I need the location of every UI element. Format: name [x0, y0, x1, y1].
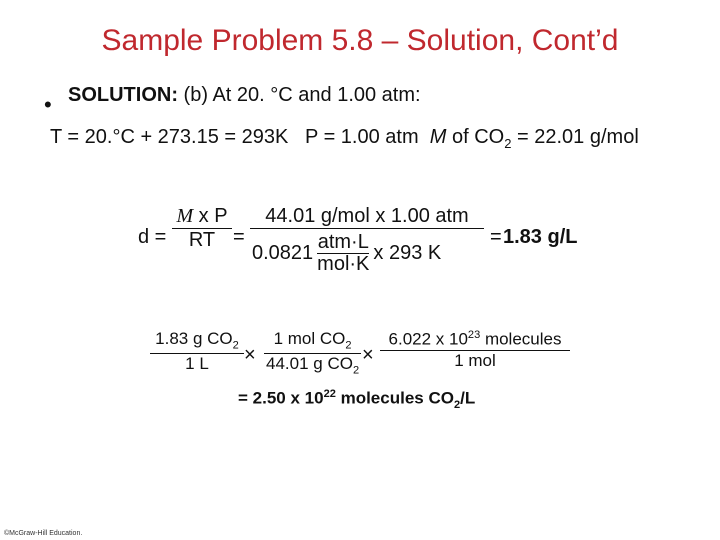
fraction-2-den-value: 0.0821: [252, 242, 314, 264]
density-fraction-2: [250, 206, 484, 275]
fraction-a-denominator: 1 L: [150, 353, 244, 373]
molar-mass-symbol: M: [429, 126, 447, 148]
solution-label: SOLUTION:: [68, 84, 178, 106]
fraction-1-denominator: RT: [172, 228, 232, 251]
molar-mass-post: = 22.01 g/mol: [511, 126, 639, 148]
molar-mass-symbol-2: M: [176, 205, 194, 227]
fraction-c-num-pre: 6.022 x 10: [388, 329, 468, 349]
fraction-2-numerator: 44.01 g/mol x 1.00 atm: [265, 205, 469, 227]
solution-heading: [68, 84, 421, 107]
fraction-2-den-temp: x 293 K: [373, 242, 442, 264]
result-post: /L: [460, 388, 476, 408]
slide-title: Sample Problem 5.8 – Solution, Cont’d: [101, 24, 619, 57]
pressure-text: P = 1.00 atm: [305, 126, 419, 148]
fraction-2-denominator: [250, 228, 484, 275]
molecules-fraction-b: [264, 330, 361, 377]
fraction-b-num-text: 1 mol CO: [273, 329, 346, 348]
molar-mass-pre: of CO: [446, 126, 505, 148]
fraction-b-denominator: [264, 353, 361, 377]
molecules-fraction-c: [380, 330, 570, 369]
density-equals-2: =: [233, 226, 245, 248]
fraction-b-numerator: [272, 330, 354, 353]
fraction-c-denominator: 1 mol: [380, 350, 570, 370]
fraction-c-num-sup: 23: [467, 329, 481, 341]
result-pre: = 2.50 x 10: [238, 388, 324, 408]
density-result: 1.83 g/L: [503, 226, 578, 248]
density-equals-3: =: [490, 226, 502, 248]
result-sup: 22: [323, 388, 336, 400]
fraction-b-num-sub: 2: [345, 339, 352, 352]
fraction-a-numerator: [153, 330, 241, 353]
multiply-sign-1: ×: [244, 344, 256, 366]
units-numerator: atm·L: [317, 231, 369, 253]
temperature-text: T = 20.°C + 273.15 = 293K: [50, 126, 289, 148]
fraction-b-den-text: 44.01 g CO: [266, 353, 353, 373]
fraction-b-den-sub: 2: [352, 364, 360, 377]
conditions-line: [50, 126, 639, 151]
gas-constant-units: [317, 232, 369, 275]
multiply-sign-2: ×: [362, 344, 374, 366]
fraction-c-num-post: molecules: [480, 329, 562, 349]
molecules-result: [238, 388, 475, 411]
molar-mass-sub: 2: [504, 136, 512, 151]
result-sub: 2: [453, 399, 461, 412]
copyright-footer: ©McGraw-Hill Education.: [4, 530, 83, 537]
solution-text: (b) At 20. °C and 1.00 atm:: [178, 84, 421, 106]
result-mid: molecules CO: [335, 388, 454, 408]
fraction-a-num-text: 1.83 g CO: [155, 329, 233, 348]
units-denominator: mol·K: [317, 253, 370, 275]
density-fraction-1: [172, 206, 232, 251]
density-d-equals: d =: [138, 226, 167, 248]
molecules-fraction-a: [150, 330, 244, 373]
bullet-marker: •: [44, 92, 52, 117]
fraction-a-num-sub: 2: [232, 339, 239, 352]
fraction-1-numerator-rest: x P: [193, 205, 228, 227]
fraction-c-numerator: [387, 330, 564, 350]
fraction-1-numerator: [174, 206, 229, 228]
